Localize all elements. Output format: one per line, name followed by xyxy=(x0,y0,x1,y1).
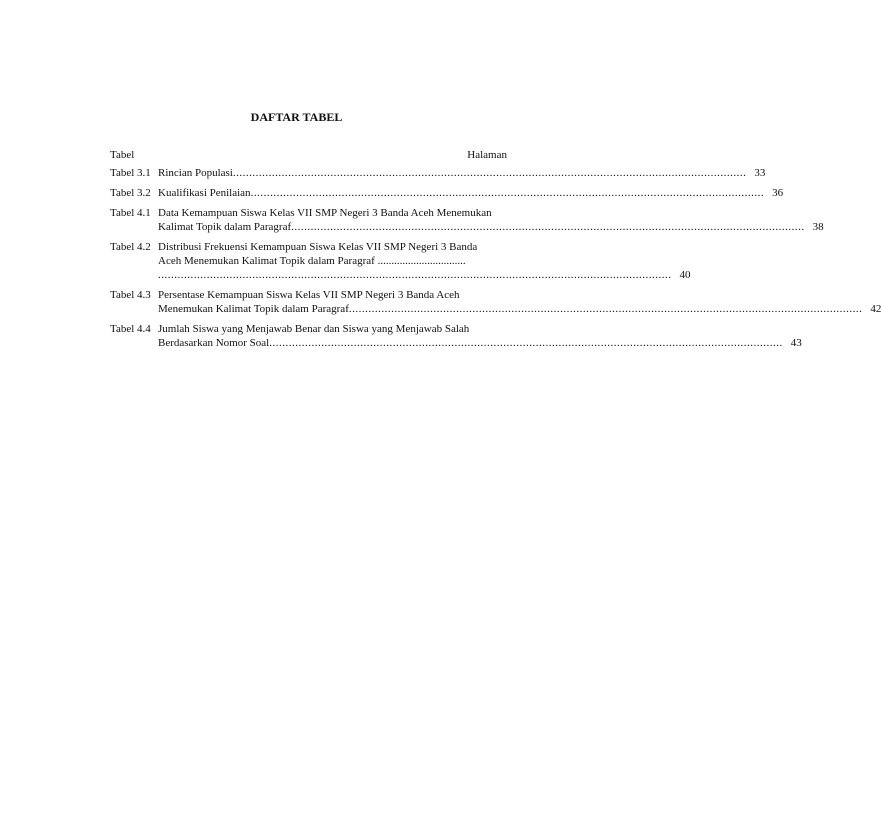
table-entry xyxy=(110,166,766,180)
table-number: Tabel 4.4 xyxy=(110,323,151,335)
table-caption xyxy=(158,186,784,200)
caption-last-line xyxy=(158,302,881,316)
caption-text: Kalimat Topik dalam Paragraf xyxy=(158,221,292,233)
table-caption xyxy=(158,322,802,350)
table-caption xyxy=(158,206,824,234)
caption-line: Persentase Kemampuan Siswa Kelas VII SMP Negeri 3 Banda Aceh xyxy=(158,289,460,301)
page-number: 42 xyxy=(870,303,881,315)
table-caption xyxy=(158,288,881,316)
page-number: 40 xyxy=(679,269,691,281)
caption-text: Kualifikasi Penilaian xyxy=(158,187,251,199)
column-header-table: Tabel xyxy=(110,149,135,161)
dot-leader: .............................................................................................................................................................. xyxy=(291,221,805,233)
table-number: Tabel 4.2 xyxy=(110,241,151,253)
table-caption xyxy=(158,240,691,282)
caption-line: Aceh Menemukan Kalimat Topik dalam Paragraf ................................ xyxy=(158,255,466,267)
page-title: DAFTAR TABEL xyxy=(250,110,343,124)
page-number: 38 xyxy=(812,221,824,233)
caption-last-line xyxy=(158,220,824,234)
caption-text: Menemukan Kalimat Topik dalam Paragraf xyxy=(158,303,349,315)
caption-line: Data Kemampuan Siswa Kelas VII SMP Negeri 3 Banda Aceh Menemukan xyxy=(158,207,492,219)
page-number: 43 xyxy=(790,337,802,349)
table-number: Tabel 3.1 xyxy=(110,167,151,179)
table-number: Tabel 3.2 xyxy=(110,187,151,199)
table-entry xyxy=(110,186,784,200)
caption-last-line xyxy=(158,336,802,350)
column-header-page: Halaman xyxy=(467,149,507,161)
table-entry xyxy=(110,206,824,234)
table-caption xyxy=(158,166,766,180)
dot-leader: .............................................................................................................................................................. xyxy=(269,337,783,349)
caption-last-line xyxy=(158,166,766,180)
caption-last-line xyxy=(158,268,691,282)
dot-leader: .............................................................................................................................................................. xyxy=(158,269,672,281)
caption-line: Jumlah Siswa yang Menjawab Benar dan Siswa yang Menjawab Salah xyxy=(158,323,470,335)
table-number: Tabel 4.3 xyxy=(110,289,151,301)
caption-text: Berdasarkan Nomor Soal xyxy=(158,337,270,349)
table-number: Tabel 4.1 xyxy=(110,207,151,219)
dot-leader: .............................................................................................................................................................. xyxy=(348,303,863,315)
dot-leader: .............................................................................................................................................................. xyxy=(232,167,747,179)
caption-line: Distribusi Frekuensi Kemampuan Siswa Kelas VII SMP Negeri 3 Banda xyxy=(158,241,478,253)
dot-leader: .............................................................................................................................................................. xyxy=(250,187,765,199)
page-number: 36 xyxy=(772,187,784,199)
table-list xyxy=(110,166,881,356)
caption-text: Rincian Populasi xyxy=(158,167,233,179)
caption-last-line xyxy=(158,186,784,200)
table-entry xyxy=(110,288,881,316)
table-entry xyxy=(110,322,802,350)
page-number: 33 xyxy=(754,167,766,179)
table-entry xyxy=(110,240,691,282)
